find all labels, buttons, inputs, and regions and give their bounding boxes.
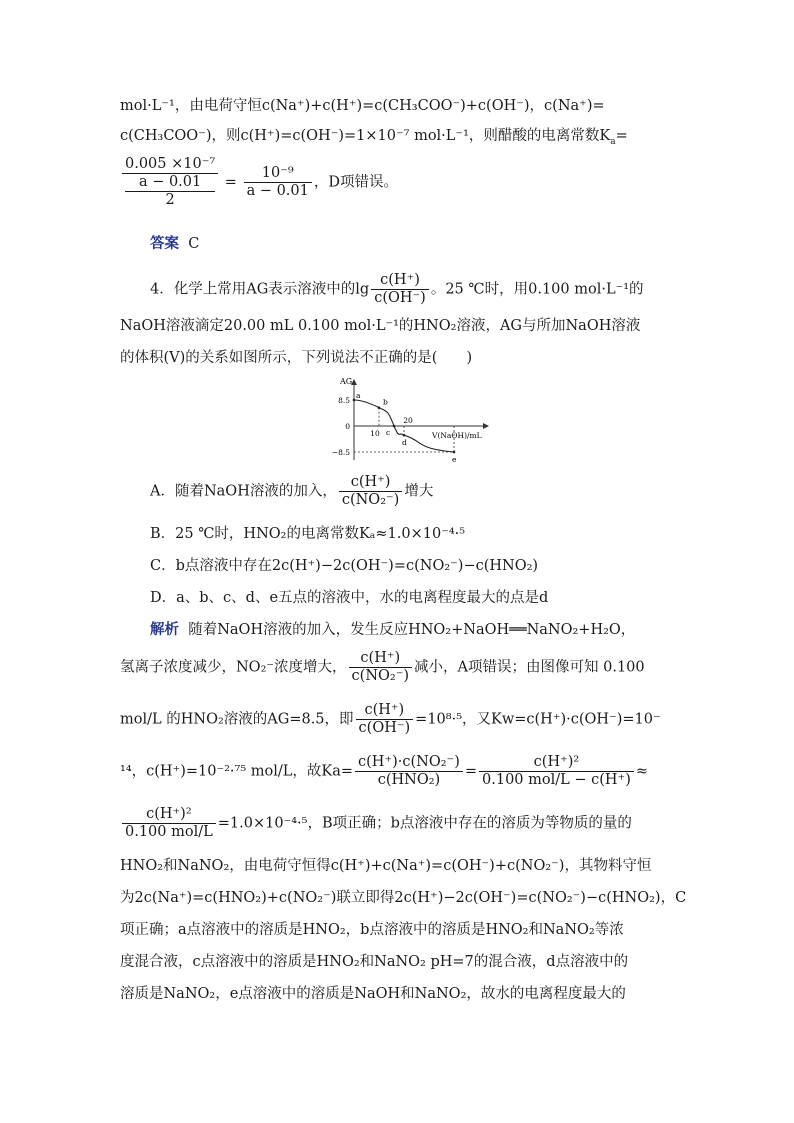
y-tick-label: −8.5 [331, 448, 350, 457]
fraction-ka-b-num: 10⁻⁹ [244, 165, 312, 183]
analysis-line-3-fraction-num: c(H⁺) [356, 702, 414, 720]
fraction-ag [371, 272, 429, 307]
fraction-ka-a-num: 0.005 ×10⁻⁷ [122, 156, 218, 174]
analysis-line-5-fraction [122, 806, 216, 841]
answer-label: 答案 [150, 235, 179, 252]
analysis-line-2 [120, 650, 645, 685]
analysis-line-3-fraction-den: c(OH⁻) [358, 720, 411, 736]
fraction-ag-num: c(H⁺) [371, 272, 429, 290]
y-axis-label: AG [340, 377, 353, 386]
analysis-line-3-post: =10⁸·⁵，又Kw=c(H⁺)·c(OH⁻)=10⁻ [415, 711, 661, 728]
analysis-line-4-post: ≈ [635, 763, 649, 780]
fraction-ka-b [244, 165, 312, 200]
q4-intro-pre: 4．化学上常用AG表示溶液中的lg [150, 281, 370, 298]
analysis-line-3 [120, 702, 661, 737]
point-label-e: e [452, 455, 457, 464]
point-label-c: c [386, 428, 391, 437]
analysis-line-4-fraction-1 [355, 754, 463, 789]
data-point-b [378, 406, 381, 409]
point-label-d: d [402, 438, 407, 448]
equals-sign-2: = [464, 763, 478, 780]
text-line-1: mol·L⁻¹，由电荷守恒c(Na⁺)+c(H⁺)=c(CH₃COO⁻)+c(OH⁻)，c(Na⁺)= [120, 98, 605, 114]
analysis-line-8: 项正确；a点溶液中的溶质是HNO₂，b点溶液中的溶质是HNO₂和NaNO₂等浓 [120, 922, 624, 938]
analysis-line-4-fraction-2-num: c(H⁺)² [479, 754, 634, 772]
analysis-line-9: 度混合液，c点溶液中的溶质是HNO₂和NaNO₂ pH=7的混合液，d点溶液中的 [120, 954, 629, 970]
analysis-line-4-fraction-1-num: c(H⁺)·c(NO₂⁻) [355, 754, 463, 772]
analysis-line-4-fraction-2 [479, 754, 634, 789]
option-a-fraction-den: c(NO₂⁻) [341, 492, 400, 508]
analysis-line-2-pre: 氢离子浓度减少，NO₂⁻浓度增大， [120, 659, 347, 676]
analysis-line-4 [120, 754, 648, 789]
analysis-line-4-fraction-1-den: c(HNO₂) [377, 772, 441, 788]
analysis-line-6: HNO₂和NaNO₂，由电荷守恒得c(H⁺)+c(Na⁺)=c(OH⁻)+c(NO₂⁻)，其物料守恒 [120, 858, 652, 874]
analysis-line-2-fraction [349, 650, 412, 685]
analysis-line-1-text: 随着NaOH溶液的加入，发生反应HNO₂+NaOH══NaNO₂+H₂O， [188, 622, 636, 638]
point-label-b: b [383, 397, 388, 407]
q4-intro-line-3: 的体积(V)的关系如图所示，下列说法不正确的是( ) [120, 350, 473, 366]
x-tick-label: 20 [403, 416, 413, 425]
equals-sign: = [224, 174, 237, 191]
option-a-pre: A．随着NaOH溶液的加入， [150, 483, 337, 500]
text-line-3-tail: ，D项错误。 [313, 174, 399, 191]
analysis-line-10: 溶质是NaNO₂，e点溶液中的溶质是NaOH和NaNO₂，故水的电离程度最大的 [120, 986, 626, 1002]
y-tick-label: 0 [345, 422, 350, 431]
analysis-line-1 [150, 620, 635, 640]
point-label-a: a [356, 391, 361, 400]
q4-intro-line-1 [150, 272, 644, 307]
fraction-ag-den: c(OH⁻) [374, 290, 426, 306]
analysis-line-5-fraction-num: c(H⁺)² [122, 806, 216, 824]
data-point-a [353, 399, 356, 402]
analysis-label: 解析 [150, 621, 179, 638]
option-a-fraction-num: c(H⁺) [339, 474, 402, 492]
option-a-fraction [339, 474, 402, 509]
x-axis-label: V(NaOH)/mL [432, 431, 482, 440]
analysis-line-7: 为2c(Na⁺)=c(HNO₂)+c(NO₂⁻)联立即得2c(H⁺)−2c(OH⁻)=c(NO₂⁻)−c(HNO₂)，C [120, 890, 687, 906]
ka-subscript: a [610, 136, 616, 147]
option-c: C．b点溶液中存在2c(H⁺)−2c(OH⁻)=c(NO₂⁻)−c(HNO₂) [150, 558, 539, 574]
fraction-ka-a-den [122, 174, 218, 209]
ag-titration-chart [331, 374, 494, 464]
answer-line [150, 234, 199, 254]
analysis-line-5-post: =1.0×10⁻⁴·⁵，B项正确；b点溶液中存在的溶质为等物质的量的 [217, 815, 632, 832]
analysis-line-3-fraction [356, 702, 414, 737]
x-tick-label: 10 [370, 429, 380, 438]
analysis-line-3-pre: mol/L 的HNO₂溶液的AG=8.5，即 [120, 711, 354, 728]
answer-value: C [188, 236, 200, 252]
analysis-line-4-pre: ¹⁴，c(H⁺)=10⁻²·⁷⁵ mol/L，故Ka= [120, 763, 354, 780]
fraction-ka-b-den: a − 0.01 [246, 183, 309, 199]
text-line-2-eq: = [615, 128, 628, 144]
analysis-line-5 [120, 806, 632, 841]
q4-intro-line-2: NaOH溶液滴定20.00 mL 0.100 mol·L⁻¹的HNO₂溶液，AG与所加NaOH溶液 [120, 318, 641, 334]
option-a [150, 474, 433, 509]
data-point-d [403, 434, 406, 437]
fraction-ka-a-den-top: a − 0.01 [125, 174, 215, 192]
text-line-2-main: c(CH₃COO⁻)，则c(H⁺)=c(OH⁻)=1×10⁻⁷ mol·L⁻¹，则醋酸的电离常数K [120, 128, 611, 144]
analysis-line-2-post: 减小，A项错误；由图像可知 0.100 [414, 659, 645, 676]
data-point-c [393, 425, 396, 428]
ka-formula-line [120, 156, 398, 209]
analysis-line-2-fraction-num: c(H⁺) [349, 650, 412, 668]
option-a-post: 增大 [404, 483, 434, 500]
y-tick-label: 8.5 [338, 396, 350, 405]
text-line-2 [120, 126, 628, 146]
q4-intro-tail: 。25 ℃时，用0.100 mol·L⁻¹的 [430, 281, 644, 298]
analysis-line-4-fraction-2-den: 0.100 mol/L − c(H⁺) [482, 772, 631, 788]
option-b: B．25 ℃时，HNO₂的电离常数Kₐ≈1.0×10⁻⁴·⁵ [150, 526, 466, 542]
fraction-ka-a-den-bot: 2 [165, 192, 175, 208]
option-d: D．a、b、c、d、e五点的溶液中，水的电离程度最大的点是d [150, 590, 549, 606]
analysis-line-5-fraction-den: 0.100 mol/L [125, 824, 213, 840]
fraction-ka-a [122, 156, 218, 209]
data-point-e [453, 451, 456, 454]
analysis-line-2-fraction-den: c(NO₂⁻) [351, 668, 410, 684]
